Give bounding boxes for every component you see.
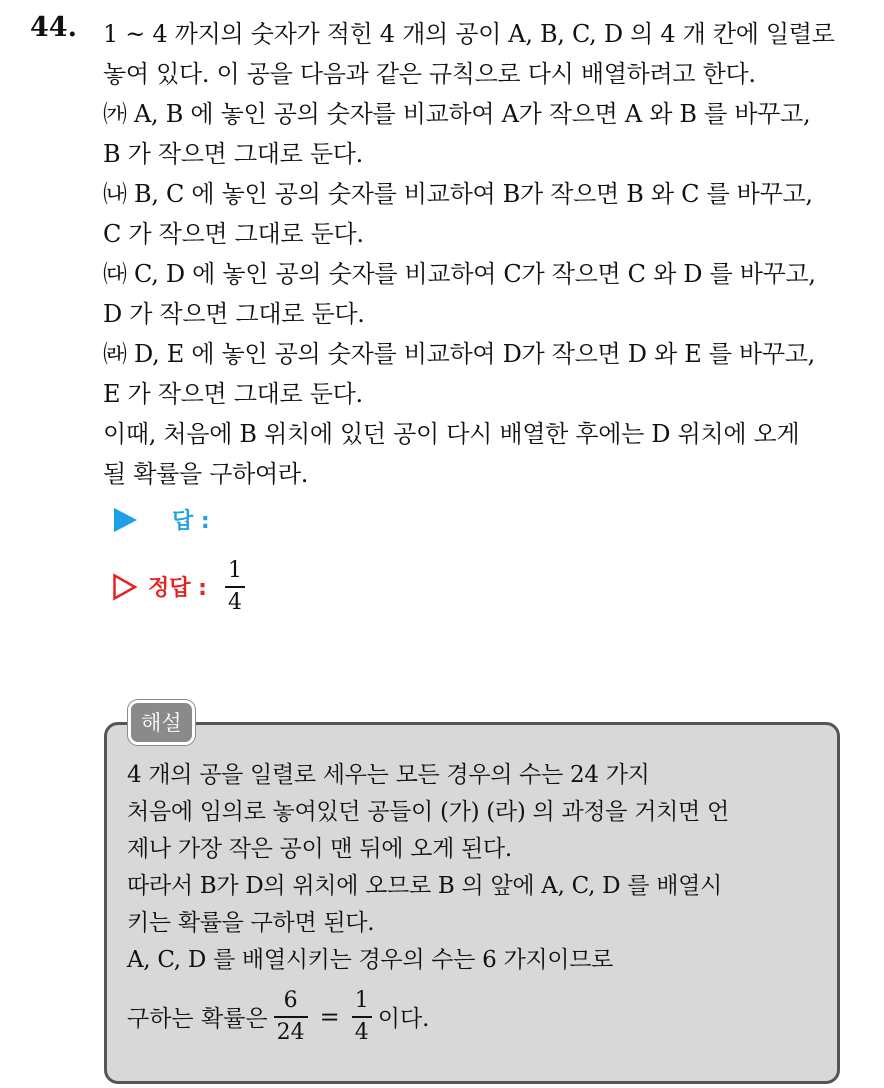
answer-fraction <box>225 560 245 614</box>
rule-ga-line: ㈎ A, B 에 놓인 공의 숫자를 비교하여 A가 작으면 A 와 B 를 바꾸고, <box>103 100 811 128</box>
rule-ra-line: E 가 작으면 그대로 둔다. <box>103 380 363 408</box>
equals-sign: = <box>319 1002 340 1031</box>
rule-da-line: D 가 작으면 그대로 둔다. <box>103 300 365 328</box>
problem-line: 1 ~ 4 까지의 숫자가 적힌 4 개의 공이 A, B, C, D 의 4 개 칸에 일렬로 <box>103 20 835 48</box>
explanation-final-line <box>127 990 429 1044</box>
rule-na-line: C 가 작으면 그대로 둔다. <box>103 220 364 248</box>
explanation-line: 따라서 B가 D의 위치에 오므로 B 의 앞에 A, C, D 를 배열시 <box>127 873 722 899</box>
solution-label: 정답 : <box>148 576 207 602</box>
rule-ga-line: B 가 작으면 그대로 둔다. <box>103 140 363 168</box>
explanation-tag: 해설 <box>128 700 195 745</box>
problem-number: 44. <box>30 12 77 43</box>
fraction-denominator: 4 <box>227 589 242 615</box>
rule-na-line: ㈏ B, C 에 놓인 공의 숫자를 비교하여 B가 작으면 B 와 C 를 바꾸고, <box>103 180 813 208</box>
final-fraction-2 <box>352 990 372 1044</box>
solution-row <box>112 560 245 614</box>
question-line: 될 확률을 구하여라. <box>103 460 309 488</box>
final-suffix: 이다. <box>377 1006 430 1033</box>
fraction-bar <box>352 1016 372 1018</box>
rule-ra-line: ㈑ D, E 에 놓인 공의 숫자를 비교하여 D가 작으면 D 와 E 를 바꾸고, <box>103 340 815 368</box>
explanation-text <box>127 757 827 979</box>
question-line: 이때, 처음에 B 위치에 있던 공이 다시 배열한 후에는 D 위치에 오게 <box>103 420 800 448</box>
explanation-line: 4 개의 공을 일렬로 세우는 모든 경우의 수는 24 가지 <box>127 762 650 788</box>
fraction-denominator: 4 <box>354 1019 369 1045</box>
answer-label: 답 : <box>172 509 210 534</box>
fraction-bar <box>225 586 245 588</box>
final-prefix: 구하는 확률은 <box>127 1006 268 1033</box>
final-fraction-1 <box>274 990 308 1044</box>
explanation-line: 처음에 임의로 놓여있던 공들이 (가) (라) 의 과정을 거치면 언 <box>127 799 729 825</box>
fraction-numerator: 6 <box>283 988 298 1013</box>
fraction-numerator: 1 <box>354 988 369 1013</box>
explanation-line: 제나 가장 작은 공이 맨 뒤에 오게 된다. <box>127 836 512 862</box>
explanation-line: A, C, D 를 배열시키는 경우의 수는 6 가지이므로 <box>127 947 614 973</box>
explanation-line: 키는 확률을 구하면 된다. <box>127 910 375 936</box>
answer-row <box>112 504 210 535</box>
rule-da-line: ㈐ C, D 에 놓인 공의 숫자를 비교하여 C가 작으면 C 와 D 를 바꾸고, <box>103 260 816 288</box>
problem-text <box>103 14 873 494</box>
fraction-numerator: 1 <box>227 558 242 583</box>
fraction-bar <box>274 1016 308 1018</box>
problem-line: 놓여 있다. 이 공을 다음과 같은 규칙으로 다시 배열하려고 한다. <box>103 60 756 88</box>
fraction-denominator: 24 <box>276 1019 305 1045</box>
outline-play-icon <box>112 573 138 601</box>
play-icon <box>112 507 138 533</box>
